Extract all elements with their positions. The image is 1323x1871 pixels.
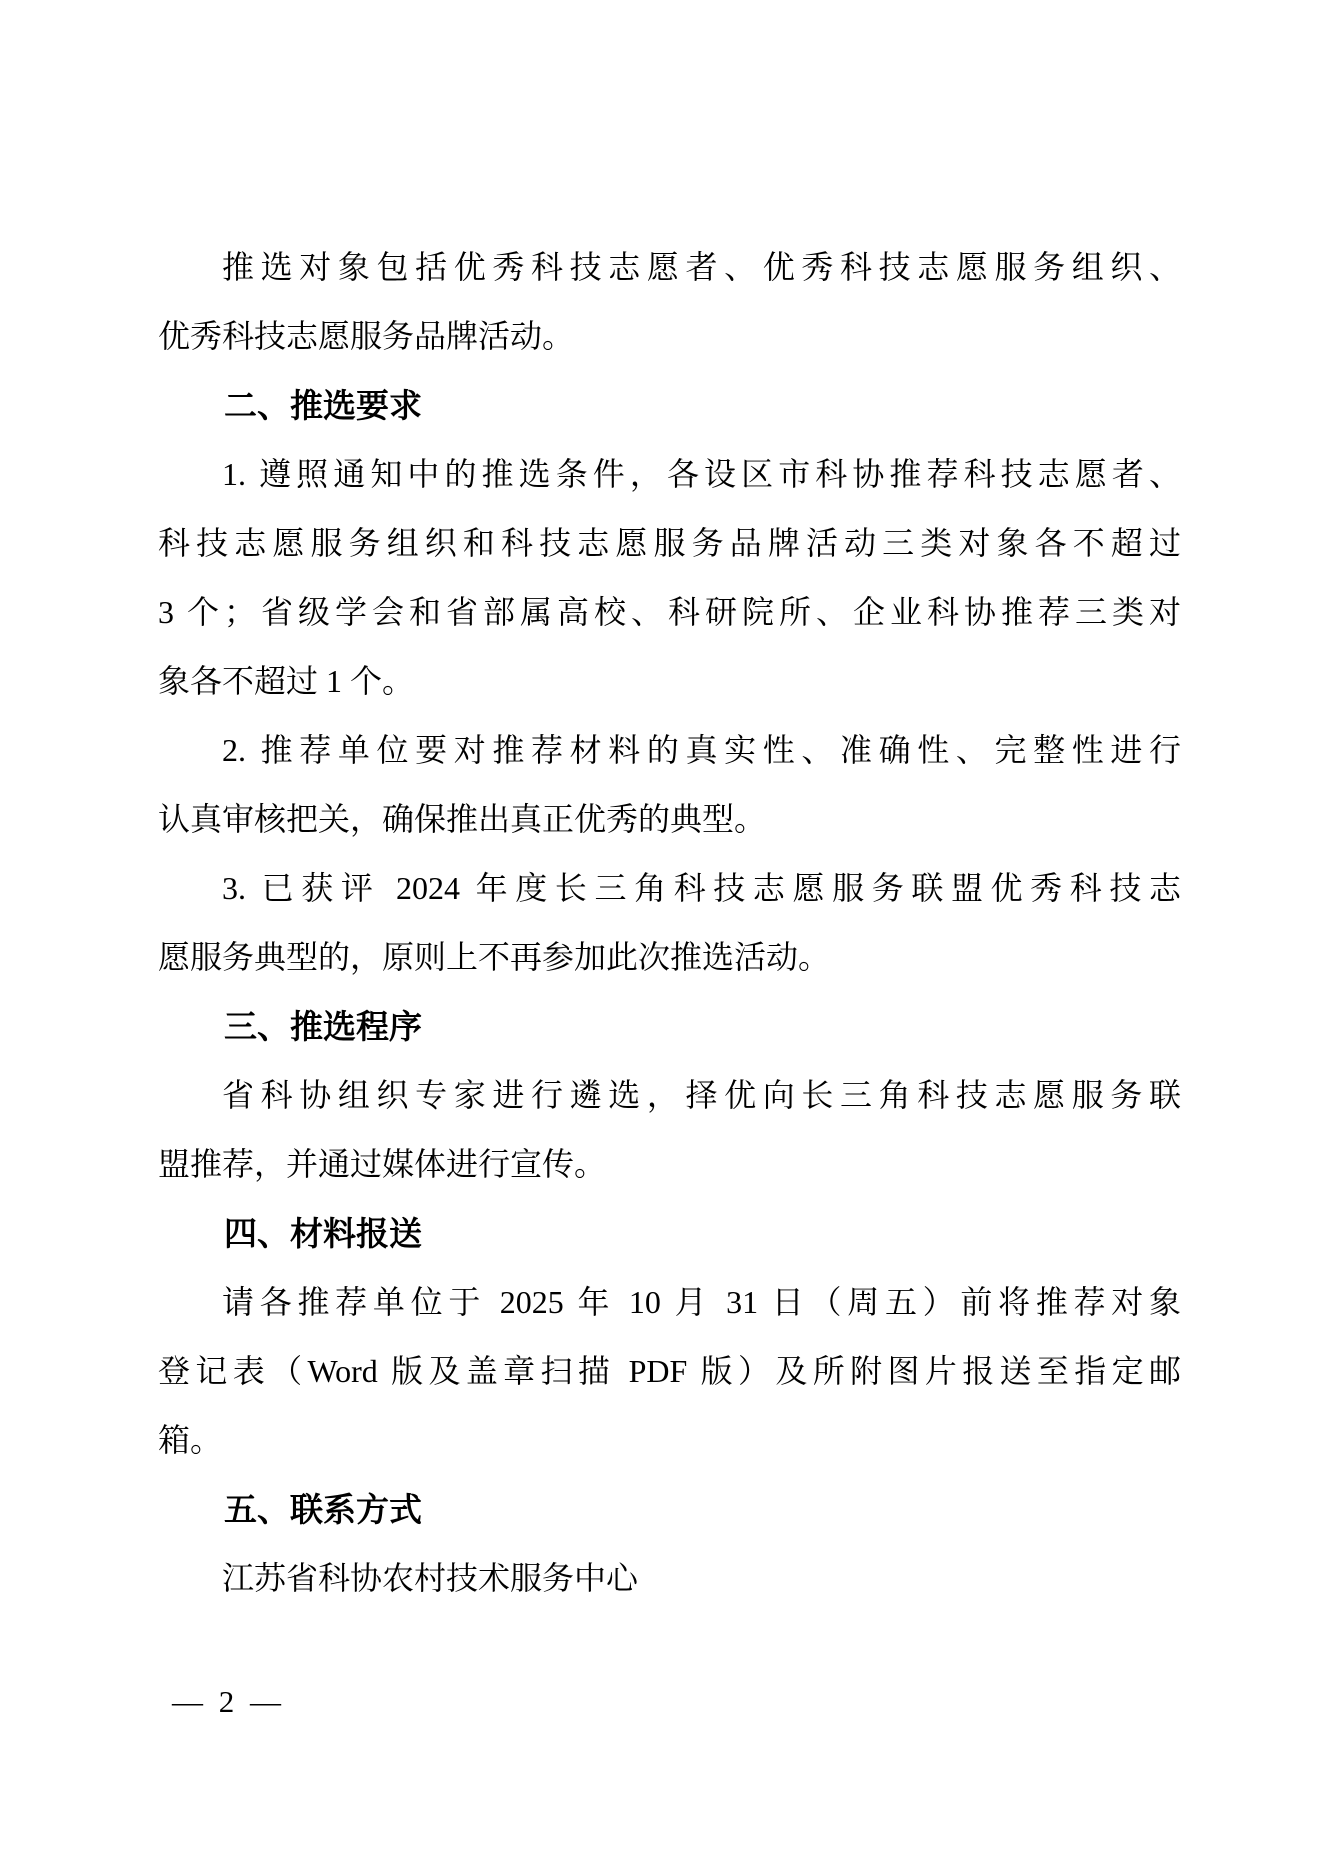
paragraph-line: 登记表（Word 版及盖章扫描 PDF 版）及所附图片报送至指定邮 <box>158 1353 1181 1389</box>
paragraph-line: 3. 已获评 2024 年度长三角科技志愿服务联盟优秀科技志 <box>222 870 1181 906</box>
document-body <box>158 233 1181 1613</box>
section-heading-procedure: 三、推选程序 <box>224 1008 422 1045</box>
paragraph-line: 愿服务典型的，原则上不再参加此次推选活动。 <box>158 939 831 975</box>
paragraph-line: 箱。 <box>158 1422 223 1458</box>
paragraph-line: 认真审核把关，确保推出真正优秀的典型。 <box>158 801 767 837</box>
paragraph-line: 请各推荐单位于 2025 年 10 月 31 日（周五）前将推荐对象 <box>222 1284 1181 1320</box>
paragraph-line: 象各不超过 1 个。 <box>158 663 415 699</box>
paragraph-line: 1. 遵照通知中的推选条件，各设区市科协推荐科技志愿者、 <box>222 456 1181 492</box>
paragraph-line: 科技志愿服务组织和科技志愿服务品牌活动三类对象各不超过 <box>158 525 1181 561</box>
paragraph-line: 3 个；省级学会和省部属高校、科研院所、企业科协推荐三类对 <box>158 594 1181 630</box>
section-heading-materials: 四、材料报送 <box>224 1215 422 1252</box>
page-number: — 2 — <box>172 1684 285 1719</box>
paragraph-line: 优秀科技志愿服务品牌活动。 <box>158 318 575 354</box>
paragraph-line: 推选对象包括优秀科技志愿者、优秀科技志愿服务组织、 <box>222 249 1181 285</box>
paragraph-line: 2. 推荐单位要对推荐材料的真实性、准确性、完整性进行 <box>222 732 1181 768</box>
section-heading-requirements: 二、推选要求 <box>224 387 422 424</box>
paragraph-line: 盟推荐，并通过媒体进行宣传。 <box>158 1146 607 1182</box>
section-heading-contact: 五、联系方式 <box>224 1491 422 1528</box>
paragraph-line: 省科协组织专家进行遴选，择优向长三角科技志愿服务联 <box>222 1077 1181 1113</box>
paragraph-line: 江苏省科协农村技术服务中心 <box>222 1560 639 1596</box>
